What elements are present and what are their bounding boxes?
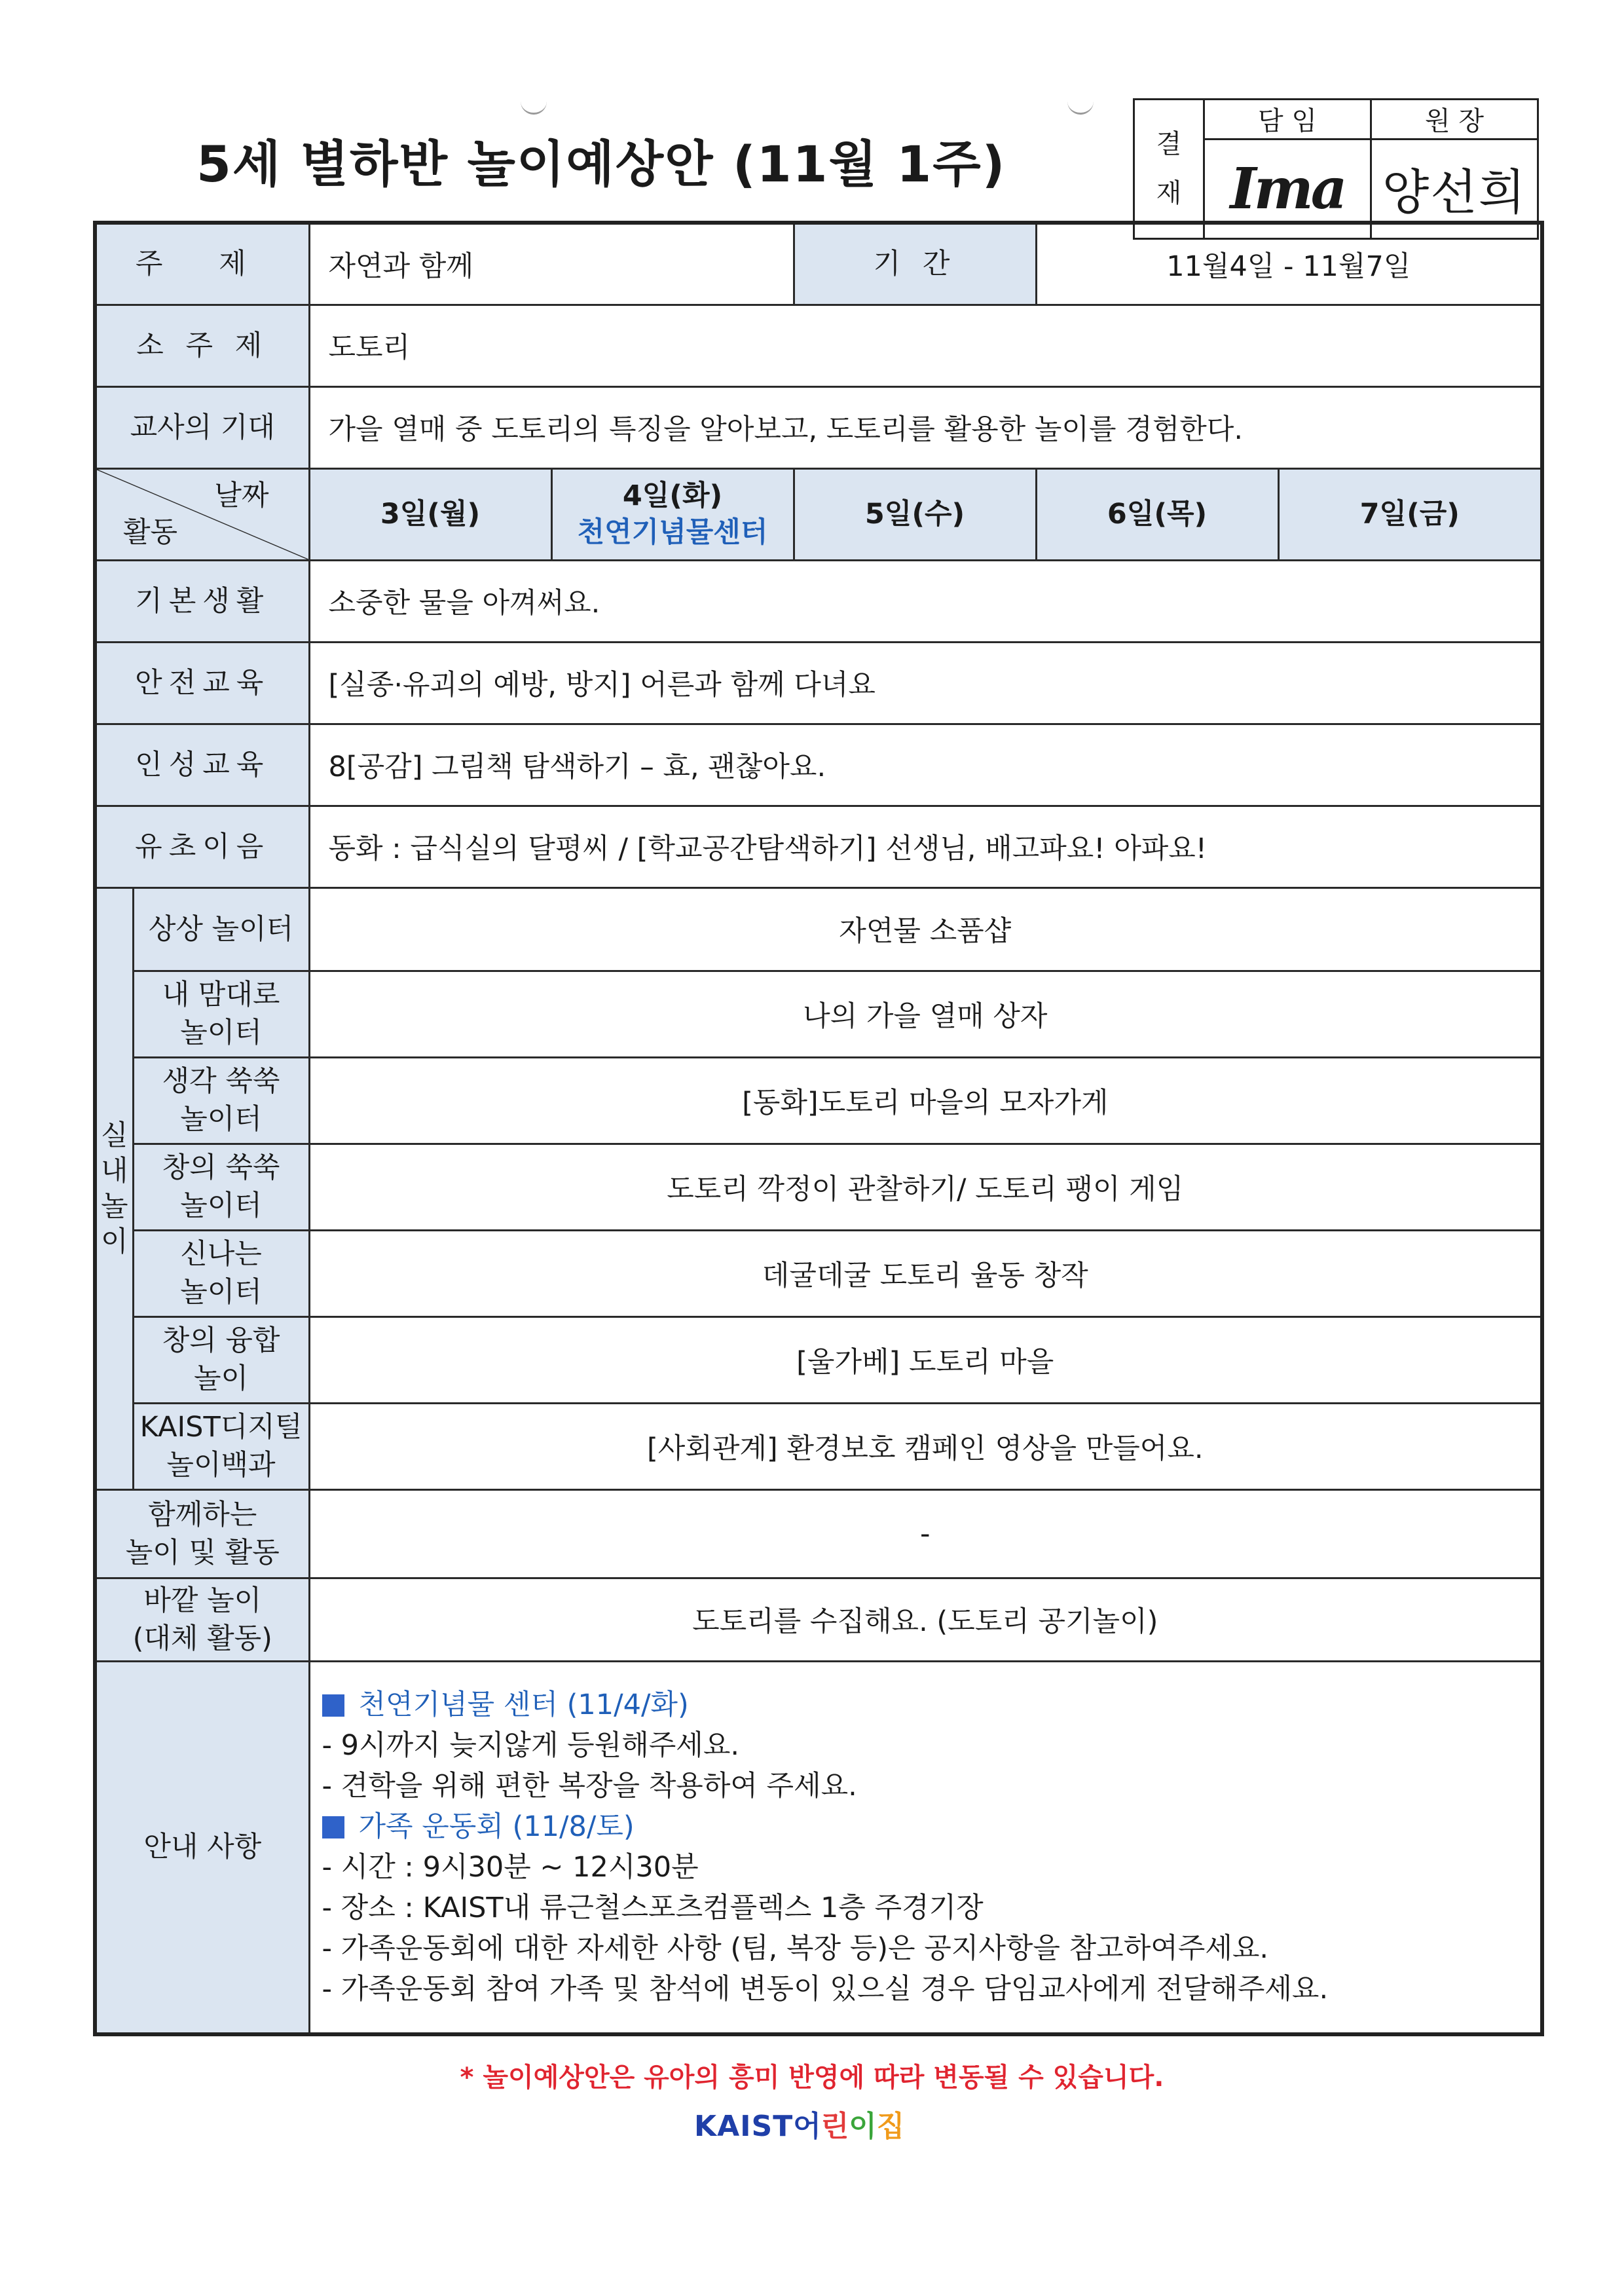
day-tue-note: 천연기념물센터 (577, 516, 768, 549)
row-indoor-6 (95, 1316, 1542, 1403)
notice-line-4: - 장소 : KAIST내 류근철스포츠컴플렉스 1층 주경기장 (322, 1892, 984, 1925)
row-transition (95, 806, 1542, 887)
row-indoor-3 (95, 1057, 1542, 1144)
notice-heading-1 (322, 1685, 1541, 1725)
notice-heading-1-text: 천연기념물 센터 (11/4/화) (358, 1689, 689, 1722)
indoor-r3-label-1: 생각 쑥쑥 (162, 1065, 280, 1098)
row-subtheme (95, 305, 1542, 386)
kaist-daycare-logo (694, 2102, 930, 2148)
indoor-r6-value: [울가베] 도토리 마을 (309, 1316, 1542, 1403)
theme-value: 자연과 함께 (309, 223, 794, 305)
outdoor-label (95, 1578, 309, 1661)
indoor-r6-label (133, 1316, 309, 1403)
day-thu: 6일(목) (1036, 468, 1278, 560)
approval-label-top: 결 (1156, 129, 1182, 159)
logo-char-2: 린 (821, 2110, 849, 2143)
plan-table (93, 221, 1544, 2036)
row-outdoor (95, 1578, 1542, 1661)
indoor-r6-label-2: 놀이 (193, 1362, 249, 1395)
together-label (95, 1489, 309, 1578)
row-character (95, 724, 1542, 806)
indoor-r4-value: 도토리 깍정이 관찰하기/ 도토리 팽이 게임 (309, 1144, 1542, 1230)
punch-mark-right (1067, 98, 1094, 115)
indoor-r3-value: [동화]도토리 마을의 모자가게 (309, 1057, 1542, 1144)
director-header: 원 장 (1371, 100, 1538, 140)
outdoor-value: 도토리를 수집해요. (도토리 공기놀이) (309, 1578, 1542, 1661)
square-bullet-icon (322, 1816, 344, 1838)
indoor-r2-label (133, 971, 309, 1057)
indoor-r4-label-1: 창의 쑥쑥 (162, 1151, 280, 1184)
row-notice (95, 1661, 1542, 2034)
basic-label: 기본생활 (95, 560, 309, 642)
activity-label: 활동 (123, 515, 178, 549)
notice-content (309, 1661, 1542, 2034)
row-indoor-4 (95, 1144, 1542, 1230)
outdoor-label-2: (대체 활동) (132, 1622, 272, 1655)
day-tue-label: 4일(화) (622, 479, 723, 512)
date-activity-header (95, 468, 309, 560)
indoor-r1-label: 상상 놀이터 (133, 887, 309, 971)
indoor-r4-label-2: 놀이터 (180, 1189, 262, 1222)
subtheme-value: 도토리 (309, 305, 1542, 386)
row-theme (95, 223, 1542, 305)
together-label-1: 함께하는 (148, 1498, 257, 1531)
square-bullet-icon (322, 1694, 344, 1717)
transition-label: 유초이음 (95, 806, 309, 887)
notice-heading-2 (322, 1806, 1541, 1847)
indoor-r5-value: 데굴데굴 도토리 율동 창작 (309, 1230, 1542, 1316)
teacher-header: 담 임 (1204, 100, 1371, 140)
logo-brand: KAIST (694, 2110, 794, 2143)
row-together (95, 1489, 1542, 1578)
notice-heading-2-text: 가족 운동회 (11/8/토) (358, 1810, 635, 1844)
approval-box (1133, 98, 1539, 240)
indoor-r7-value: [사회관계] 환경보호 캠페인 영상을 만들어요. (309, 1403, 1542, 1489)
indoor-r2-label-2: 놀이터 (180, 1017, 262, 1049)
row-safety (95, 642, 1542, 724)
row-expectation (95, 386, 1542, 468)
indoor-r6-label-1: 창의 융합 (162, 1324, 280, 1357)
row-indoor-7 (95, 1403, 1542, 1489)
indoor-r1-value: 자연물 소품샵 (309, 887, 1542, 971)
notice-line-1: - 9시까지 늦지않게 등원해주세요. (322, 1729, 740, 1763)
together-value: - (309, 1489, 1542, 1578)
punch-mark-left (521, 98, 547, 115)
approval-label (1134, 100, 1204, 239)
indoor-r2-value: 나의 가을 열매 상자 (309, 971, 1542, 1057)
notice-label: 안내 사항 (95, 1661, 309, 2034)
row-indoor-1 (95, 887, 1542, 971)
page-title: 5세 별하반 놀이예상안 (11월 1주) (196, 135, 1006, 193)
indoor-r5-label-1: 신나는 (180, 1238, 262, 1271)
footnote: * 놀이예상안은 유아의 흥미 반영에 따라 변동될 수 있습니다. (460, 2062, 1164, 2093)
date-label: 날짜 (214, 479, 269, 512)
row-indoor-2 (95, 971, 1542, 1057)
outdoor-label-1: 바깥 놀이 (143, 1584, 262, 1617)
row-indoor-5 (95, 1230, 1542, 1316)
notice-line-5: - 가족운동회에 대한 자세한 사항 (팀, 복장 등)은 공지사항을 참고하여주세요. (322, 1932, 1269, 1966)
logo-char-3: 이 (849, 2110, 877, 2143)
day-tue (551, 468, 794, 560)
notice-line-2: - 견학을 위해 편한 복장을 착용하여 주세요. (322, 1770, 857, 1803)
safety-label: 안전교육 (95, 642, 309, 724)
together-label-2: 놀이 및 활동 (125, 1536, 280, 1569)
subtheme-label: 소 주 제 (95, 305, 309, 386)
logo-char-1: 어 (793, 2110, 821, 2143)
notice-line-3: - 시간 : 9시30분 ~ 12시30분 (322, 1851, 699, 1884)
approval-label-bottom: 재 (1156, 178, 1182, 208)
character-value: 8[공감] 그림책 탐색하기 – 효, 괜찮아요. (309, 724, 1542, 806)
indoor-play-label: 실 내 놀 이 (95, 887, 133, 1489)
indoor-r5-label-2: 놀이터 (180, 1276, 262, 1309)
director-signature-text: 양선희 (1382, 164, 1527, 221)
indoor-r3-label-2: 놀이터 (180, 1103, 262, 1136)
row-basic (95, 560, 1542, 642)
period-value: 11월4일 - 11월7일 (1036, 223, 1542, 305)
teacher-signature-text: Ima (1230, 155, 1345, 222)
indoor-r7-label-1: KAIST디지털 (139, 1411, 303, 1444)
transition-value: 동화 : 급식실의 달평씨 / [학교공간탐색하기] 선생님, 배고파요! 아파요! (309, 806, 1542, 887)
theme-label: 주 제 (95, 223, 309, 305)
notice-line-6: - 가족운동회 참여 가족 및 참석에 변동이 있으실 경우 담임교사에게 전달해주세요. (322, 1973, 1329, 2006)
indoor-r4-label (133, 1144, 309, 1230)
safety-value: [실종·유괴의 예방, 방지] 어른과 함께 다녀요 (309, 642, 1542, 724)
row-days (95, 468, 1542, 560)
day-mon: 3일(월) (309, 468, 551, 560)
character-label: 인성교육 (95, 724, 309, 806)
day-wed: 5일(수) (794, 468, 1036, 560)
indoor-r7-label-2: 놀이백과 (166, 1449, 276, 1482)
indoor-r7-label (133, 1403, 309, 1489)
indoor-r2-label-1: 내 맘대로 (162, 979, 280, 1011)
basic-value: 소중한 물을 아껴써요. (309, 560, 1542, 642)
expectation-value: 가을 열매 중 도토리의 특징을 알아보고, 도토리를 활용한 놀이를 경험한다. (309, 386, 1542, 468)
indoor-r5-label (133, 1230, 309, 1316)
expectation-label: 교사의 기대 (95, 386, 309, 468)
indoor-r3-label (133, 1057, 309, 1144)
period-label: 기 간 (794, 223, 1036, 305)
logo-char-4: 집 (876, 2110, 905, 2143)
day-fri: 7일(금) (1278, 468, 1542, 560)
